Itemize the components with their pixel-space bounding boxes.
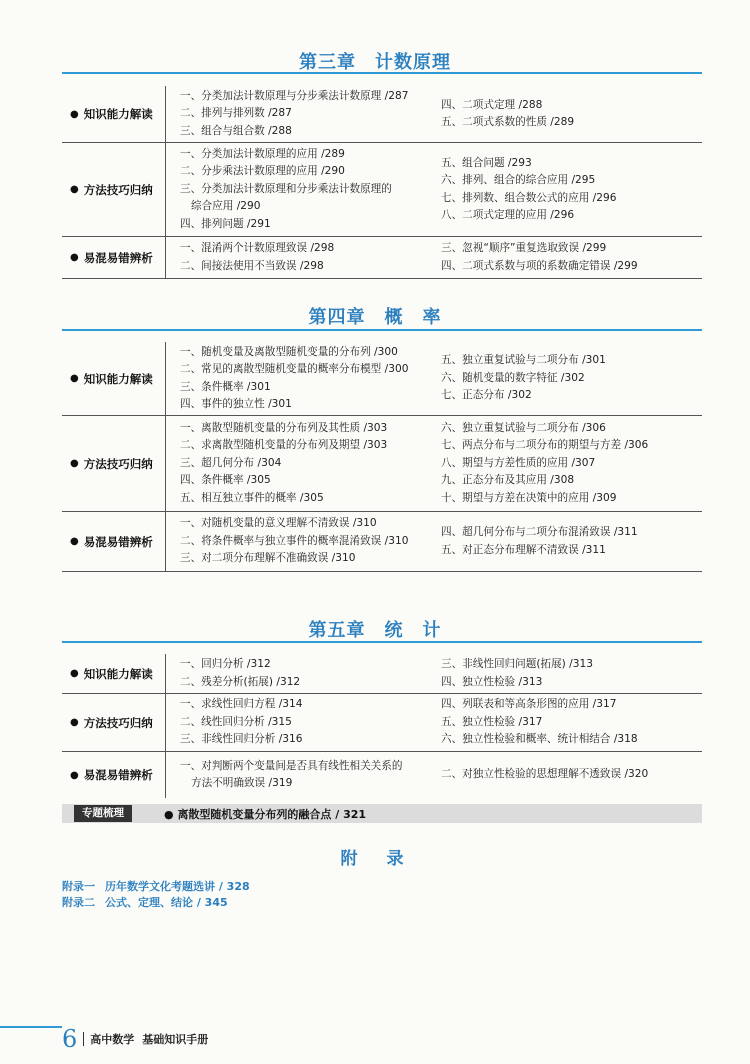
left-column (165, 416, 435, 511)
left-column (165, 143, 435, 236)
toc-entry[interactable]: 二、对独立性检验的思想理解不透致误 /320 (441, 768, 649, 781)
table-row (62, 752, 702, 798)
toc-entry[interactable]: 四、条件概率 /305 (180, 474, 271, 487)
chapter-5-title: 第五章 统 计 (308, 620, 442, 640)
chapter-3-table (62, 86, 702, 279)
toc-entry[interactable]: 四、列联表和等高条形图的应用 /317 (441, 698, 617, 711)
row-label: ● 易混易错辨析 (70, 250, 153, 265)
toc-entry[interactable]: 五、独立重复试验与二项分布 /301 (441, 354, 606, 367)
table-row (62, 512, 702, 572)
right-column (435, 512, 702, 571)
left-column (165, 752, 435, 798)
row-label: ● 知识能力解读 (70, 107, 153, 121)
toc-entry[interactable]: 六、独立性检验和概率、统计相结合 /318 (441, 733, 638, 746)
toc-entry[interactable]: 九、正态分布及其应用 /308 (441, 474, 575, 487)
chapter-3-divider (62, 72, 702, 74)
toc-entry[interactable]: 二、残差分析(拓展) /312 (180, 675, 301, 688)
row-label: ● 方法技巧归纳 (70, 456, 153, 471)
toc-entry[interactable]: 五、独立性检验 /317 (441, 715, 543, 728)
right-column (435, 86, 702, 142)
toc-entry[interactable]: 七、两点分布与二项分布的期望与方差 /306 (441, 439, 649, 452)
right-column (435, 342, 702, 415)
left-column (165, 512, 435, 571)
toc-entry[interactable]: 二、间接法使用不当致误 /298 (180, 259, 324, 272)
toc-entry[interactable]: 一、回归分析 /312 (180, 658, 271, 670)
toc-entry[interactable]: 四、独立性检验 /313 (441, 675, 543, 688)
toc-entry[interactable]: 四、排列问题 /291 (180, 217, 271, 230)
left-column (165, 694, 435, 751)
toc-entry[interactable]: 三、超几何分布 /304 (180, 456, 282, 469)
toc-entry[interactable]: 综合应用 /290 (191, 200, 261, 213)
right-column (435, 654, 702, 693)
topic-tag: 专题梳理 (74, 805, 132, 822)
row-label: ● 方法技巧归纳 (70, 715, 153, 730)
chapter-5-table (62, 654, 702, 798)
chapter-3-title: 第三章 计数原理 (299, 52, 451, 72)
toc-entry[interactable]: 三、条件概率 /301 (180, 380, 271, 393)
toc-entry[interactable]: 五、对正态分布理解不清致误 /311 (441, 543, 606, 556)
toc-entry[interactable]: 四、超几何分布与二项分布混淆致误 /311 (441, 526, 638, 538)
toc-entry[interactable]: 四、二项式系数与项的系数确定错误 /299 (441, 259, 638, 272)
table-row (62, 237, 702, 279)
page-number: 6 (62, 1025, 78, 1053)
appendix-title: 附 录 (340, 849, 410, 869)
toc-entry[interactable]: 一、离散型随机变量的分布列及其性质 /303 (180, 421, 388, 434)
appendix-entry[interactable]: 附录二 公式、定理、结论 / 345 (62, 896, 228, 909)
right-column (435, 416, 702, 511)
toc-entry[interactable]: 二、求离散型随机变量的分布列及期望 /303 (180, 439, 388, 452)
toc-entry[interactable]: 二、常见的离散型随机变量的概率分布模型 /300 (180, 363, 409, 375)
footer-separator (83, 1032, 84, 1046)
toc-entry[interactable]: 六、独立重复试验与二项分布 /306 (441, 421, 606, 434)
left-column (165, 86, 435, 142)
toc-entry[interactable]: 六、排列、组合的综合应用 /295 (441, 174, 596, 186)
row-label: ● 知识能力解读 (70, 666, 153, 681)
toc-entry[interactable]: 一、对判断两个变量间是否具有线性相关关系的 (180, 759, 403, 772)
right-column (435, 143, 702, 236)
toc-entry[interactable]: 四、二项式定理 /288 (441, 98, 543, 111)
toc-entry[interactable]: 三、忽视“顺序”重复选取致误 /299 (441, 242, 607, 254)
right-column (435, 237, 702, 278)
chapter-4-title: 第四章 概 率 (308, 307, 442, 327)
appendix-entry[interactable]: 附录一 历年数学文化考题选讲 / 328 (62, 880, 250, 893)
row-label: ● 知识能力解读 (70, 371, 153, 386)
toc-entry[interactable]: 三、非线性回归问题(拓展) /313 (441, 658, 593, 670)
toc-entry[interactable]: 二、分步乘法计数原理的应用 /290 (180, 165, 345, 178)
toc-entry[interactable]: 四、事件的独立性 /301 (180, 398, 292, 410)
row-label: ● 易混易错辨析 (70, 534, 153, 549)
toc-entry[interactable]: 方法不明确致误 /319 (191, 777, 293, 789)
table-row (62, 416, 702, 512)
book-title: 高中数学 基础知识手册 (90, 1033, 209, 1046)
left-column (165, 237, 435, 278)
row-label: ● 易混易错辨析 (70, 768, 153, 782)
toc-entry[interactable]: 五、相互独立事件的概率 /305 (180, 491, 324, 504)
page-footer (62, 1025, 216, 1053)
toc-entry[interactable]: 八、二项式定理的应用 /296 (441, 209, 575, 221)
toc-entry[interactable]: 一、随机变量及离散型随机变量的分布列 /300 (180, 345, 398, 358)
toc-entry[interactable]: 五、组合问题 /293 (441, 156, 532, 169)
toc-entry[interactable]: 八、期望与方差性质的应用 /307 (441, 456, 596, 469)
chapter-4-divider (62, 329, 702, 331)
toc-entry[interactable]: 二、线性回归分析 /315 (180, 715, 292, 728)
topic-entry[interactable]: ● 离散型随机变量分布列的融合点 / 321 (164, 807, 367, 821)
chapter-5-divider (62, 641, 702, 643)
toc-entry[interactable]: 二、将条件概率与独立事件的概率混淆致误 /310 (180, 534, 409, 547)
table-row (62, 143, 702, 237)
row-label: ● 方法技巧归纳 (70, 182, 153, 197)
topic-bar (62, 804, 702, 823)
toc-entry[interactable]: 一、对随机变量的意义理解不清致误 /310 (180, 517, 377, 530)
toc-entry[interactable]: 七、排列数、组合数公式的应用 /296 (441, 191, 617, 204)
table-row (62, 654, 702, 694)
left-column (165, 654, 435, 693)
footer-line (0, 1026, 62, 1028)
right-column (435, 694, 702, 751)
toc-entry[interactable]: 三、组合与组合数 /288 (180, 124, 292, 137)
toc-entry[interactable]: 三、对二项分布理解不准确致误 /310 (180, 552, 356, 565)
right-column (435, 752, 702, 798)
table-row (62, 694, 702, 752)
toc-entry[interactable]: 一、分类加法计数原理与分步乘法计数原理 /287 (180, 89, 409, 102)
chapter-4-table (62, 342, 702, 572)
table-row (62, 342, 702, 416)
toc-entry[interactable]: 六、随机变量的数字特征 /302 (441, 371, 585, 384)
toc-entry[interactable]: 一、分类加法计数原理的应用 /289 (180, 147, 345, 160)
toc-entry[interactable]: 五、二项式系数的性质 /289 (441, 116, 575, 128)
toc-entry[interactable]: 一、混淆两个计数原理致误 /298 (180, 242, 335, 254)
left-column (165, 342, 435, 415)
toc-entry[interactable]: 二、排列与排列数 /287 (180, 107, 292, 120)
toc-entry[interactable]: 三、分类加法计数原理和分步乘法计数原理的 (180, 182, 392, 195)
table-row (62, 86, 702, 143)
toc-entry[interactable]: 七、正态分布 /302 (441, 389, 532, 402)
toc-entry[interactable]: 三、非线性回归分析 /316 (180, 733, 303, 746)
toc-entry[interactable]: 十、期望与方差在决策中的应用 /309 (441, 491, 617, 504)
toc-entry[interactable]: 一、求线性回归方程 /314 (180, 698, 303, 711)
